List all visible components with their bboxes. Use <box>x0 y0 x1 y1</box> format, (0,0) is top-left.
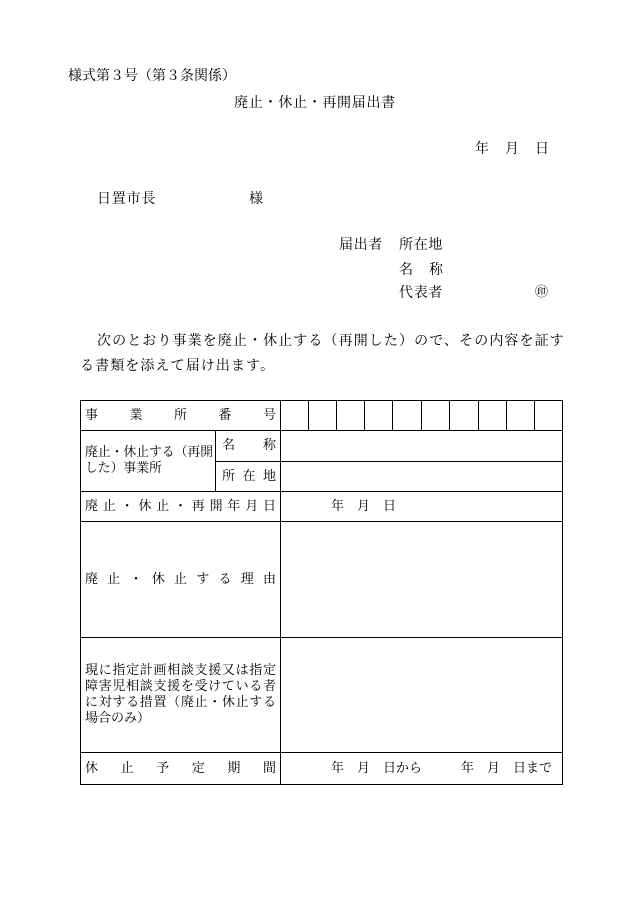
facility-label <box>81 431 216 492</box>
suspension-period-label: 休止予定期間 <box>81 753 281 785</box>
facility-label-line: 廃止・休止する（再開 <box>85 445 213 460</box>
facility-address-label: 所在地 <box>216 462 281 492</box>
office-number-digit-box <box>337 401 365 431</box>
office-number-digit-box <box>535 401 563 431</box>
table-body <box>81 401 563 785</box>
submission-date-line: 年 月 日 <box>475 141 550 157</box>
office-number-digit-box <box>479 401 507 431</box>
reason-label: 廃止・休止する理由 <box>81 522 281 638</box>
office-number-digit-box <box>393 401 422 431</box>
measures-label-line: 現に指定計画相談支援又は指定 <box>85 663 277 678</box>
document-title: 廃止・休止・再開届出書 <box>234 95 396 111</box>
notifier-representative-label: 代表者 <box>399 285 444 301</box>
measures-label-line: 場合のみ） <box>85 711 151 726</box>
notifier-label: 届出者 <box>339 237 384 253</box>
office-number-digit-box <box>507 401 535 431</box>
measures-value <box>281 638 563 753</box>
office-number-digit-box <box>365 401 393 431</box>
seal-mark: ㊞ <box>535 285 549 300</box>
facility-label-line: した）事業所 <box>85 461 162 476</box>
row-measures <box>81 638 563 753</box>
measures-label-line: 障害児相談支援を受けている者 <box>85 679 277 694</box>
row-suspension-period <box>81 753 563 785</box>
row-date <box>81 492 563 522</box>
addressee-honorific: 様 <box>249 191 263 207</box>
suspension-period-value: 年 月 日から 年 月 日まで <box>281 753 563 785</box>
office-number-digit-box <box>309 401 337 431</box>
notifier-address-label: 所在地 <box>399 237 444 253</box>
office-number-digit-box <box>281 401 309 431</box>
notification-table <box>80 400 563 785</box>
office-number-digit-box <box>450 401 479 431</box>
reason-value <box>281 522 563 638</box>
notifier-name-label: 名称 <box>399 262 443 278</box>
facility-address-value <box>281 462 563 492</box>
statement-line: 次のとおり事業を廃止・休止する（再開した）ので、その内容を証す <box>97 333 565 349</box>
office-number-label: 事業所番号 <box>81 401 281 431</box>
facility-name-value <box>281 431 563 462</box>
row-facility-name <box>81 431 563 462</box>
row-office-number <box>81 401 563 431</box>
form-number: 様式第３号（第３条関係） <box>68 68 236 84</box>
facility-name-label: 名称 <box>216 431 281 462</box>
date-label: 廃止・休止・再開年月日 <box>81 492 281 522</box>
row-reason <box>81 522 563 638</box>
date-value: 年 月 日 <box>281 492 563 522</box>
addressee-name: 日置市長 <box>97 191 157 207</box>
statement-line: る書類を添えて届け出ます。 <box>80 358 276 374</box>
measures-label-line: に対する措置（廃止・休止する <box>85 695 277 710</box>
office-number-digit-box <box>422 401 450 431</box>
measures-label <box>81 638 281 753</box>
